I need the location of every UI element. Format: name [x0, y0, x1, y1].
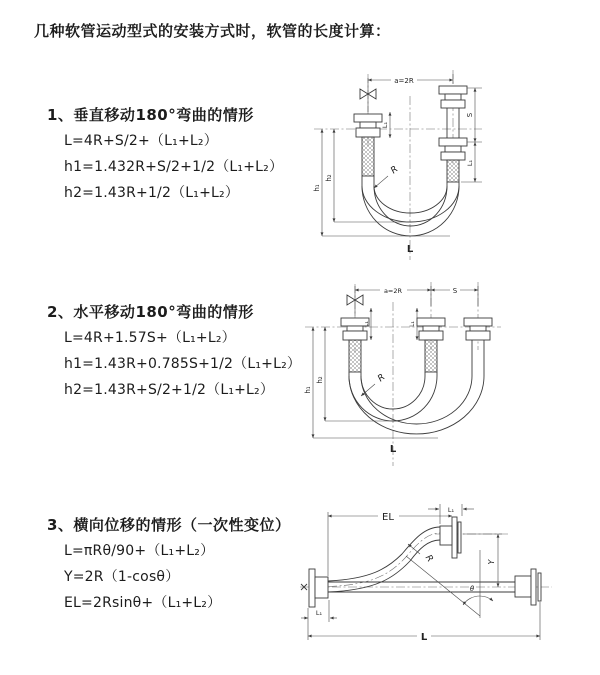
radius-label: R [376, 372, 388, 385]
dim-label-h2: h₂ [316, 376, 324, 384]
section-1-heading: 1、垂直移动180°弯曲的情形 [47, 106, 254, 124]
diagram-vertical-bend [310, 68, 570, 268]
theta-label: θ [469, 585, 475, 593]
dim-label-l1-b: L₁ [409, 321, 416, 327]
section-1 [47, 102, 283, 206]
left-pipe-flange [354, 114, 382, 176]
diagram-lateral-displacement-svg [300, 496, 595, 664]
dim-label-el: EL [382, 512, 394, 523]
length-label: L [406, 244, 414, 255]
radius-label: R [422, 553, 435, 565]
dimensions [301, 504, 540, 643]
formula-line: L=4R+S/2+（L₁+L₂） [64, 133, 218, 149]
dim-label-y: Y [487, 559, 496, 565]
formula-line: EL=2Rsinθ+（L₁+L₂） [64, 595, 222, 611]
dim-label-h1: h₁ [313, 184, 321, 192]
formula-line: Y=2R（1-cosθ） [64, 569, 180, 585]
dim-label-s: S [466, 112, 474, 118]
diagram-horizontal-bend [303, 280, 588, 476]
formula-line: h1=1.432R+S/2+1/2（L₁+L₂） [64, 159, 284, 175]
radius-label: R [389, 164, 401, 177]
angle-construction [406, 544, 493, 618]
section-3 [47, 512, 290, 616]
formula-line: L=πRθ/90+（L₁+L₂） [64, 543, 215, 559]
dim-label-h1: h₁ [304, 386, 312, 394]
length-label: L [420, 632, 428, 643]
section-2-heading: 2、水平移动180°弯曲的情形 [47, 303, 254, 321]
dim-label-s: S [452, 287, 458, 295]
diagram-horizontal-bend-svg [303, 280, 588, 472]
formula-line: h1=1.43R+0.785S+1/2（L₁+L₂） [64, 356, 302, 372]
dim-label-a2r: a=2R [394, 77, 414, 85]
formula-line: L=4R+1.57S+（L₁+L₂） [64, 330, 236, 346]
left-flange [309, 569, 328, 607]
formula-line: h2=1.43R+S/2+1/2（L₁+L₂） [64, 382, 275, 398]
dim-label-l1-right: L₁ [466, 159, 474, 167]
section-3-heading: 3、横向位移的情形（一次性变位） [47, 516, 291, 534]
hose-u-bends [349, 372, 484, 434]
middle-pipe-flange [417, 318, 445, 372]
top-flange [440, 517, 461, 558]
length-label: L [389, 444, 397, 455]
hose-u-bend [362, 176, 459, 236]
section-2 [47, 299, 301, 403]
formula-line: h2=1.43R+1/2（L₁+L₂） [64, 185, 240, 201]
dim-label-l1-left: L₁ [381, 121, 389, 129]
dim-label-l1-bottom: L₁ [315, 609, 323, 617]
diagram-vertical-bend-svg [310, 68, 570, 264]
page-title: 几种软管运动型式的安装方式时，软管的长度计算： [34, 22, 391, 40]
dim-label-h2: h₂ [325, 174, 333, 182]
dim-label-a2r: a=2R [383, 287, 403, 295]
dim-label-l1-a: L₁ [363, 321, 370, 327]
diagram-lateral-displacement [300, 496, 595, 668]
dim-label-l1-top: L₁ [447, 506, 455, 514]
